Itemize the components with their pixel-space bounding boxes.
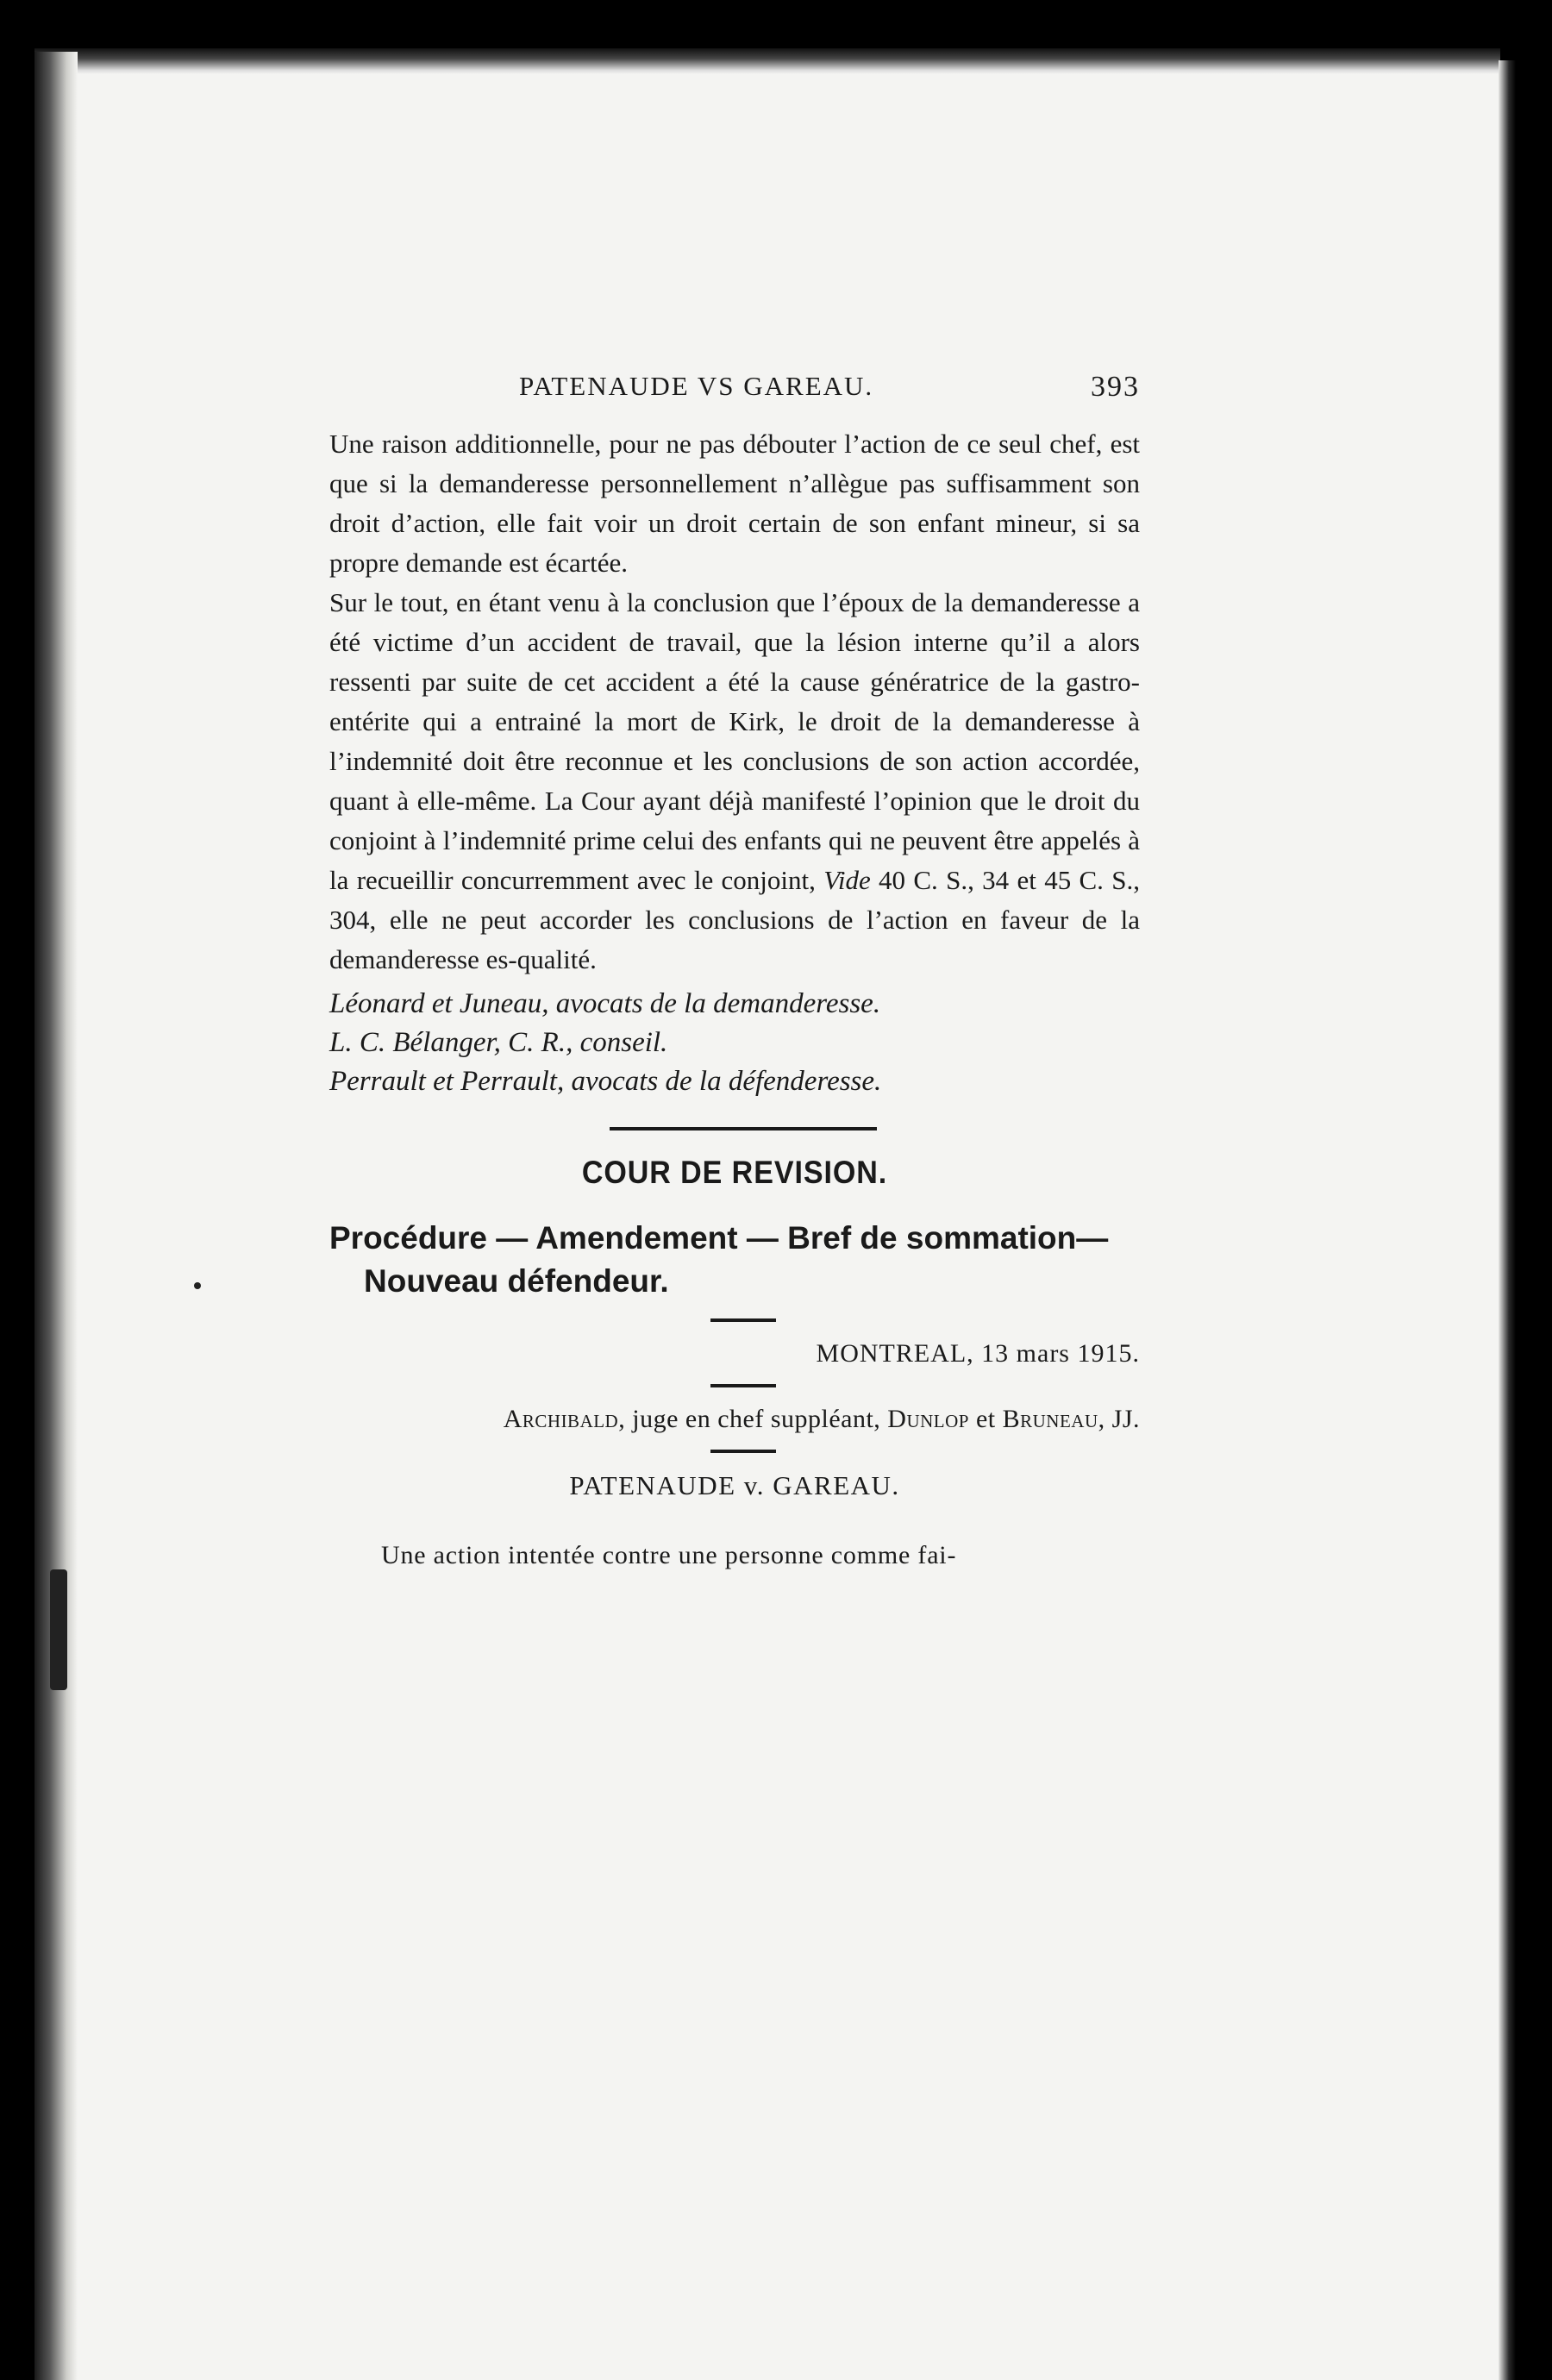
case-parties: PATENAUDE v. GAREAU. xyxy=(569,1470,900,1500)
case-summary: Une action intentée contre une personne comme fai- xyxy=(381,1541,957,1569)
judge-name: Dunlop xyxy=(887,1405,969,1433)
page-number: 393 xyxy=(1091,371,1140,403)
judges-text: , juge en chef suppléant, xyxy=(618,1405,888,1433)
judges-line xyxy=(329,1405,1140,1434)
case-date: MONTREAL, 13 mars 1915. xyxy=(816,1339,1140,1368)
page-right-edge xyxy=(1499,60,1516,2380)
vide-citation: Vide xyxy=(823,865,871,895)
page-binding-edge xyxy=(34,52,78,2380)
short-divider xyxy=(710,1318,776,1322)
running-title: PATENAUDE VS GAREAU. xyxy=(519,371,874,401)
running-header xyxy=(329,371,1140,414)
judges-text: , JJ. xyxy=(1098,1405,1140,1433)
counsel-adviser: L. C. Bélanger, C. R., conseil. xyxy=(329,1027,668,1058)
judge-name: Archibald xyxy=(503,1405,619,1433)
section-divider xyxy=(610,1127,877,1130)
paragraph xyxy=(329,583,1140,980)
short-divider xyxy=(710,1450,776,1453)
paragraph-2-text: Sur le tout, en étant venu à la conclusion que l’époux de la demanderesse a été victime d’un accident de travail, que la lésion interne qu’il a alors ressenti par suite de cet accident a été la cause génératrice de la gastro-entérite qui a entrainé la mort de Kirk, le droit de la demanderesse à l’indemnité doit être reconnue et les conclusions de son action accordée, quant à elle-même. La Cour ayant déjà manifesté l’opinion que le droit du conjoint à l’indemnité prime celui des enfants qui ne peuvent être appelés à la recueillir concurremment avec le conjoint, xyxy=(329,587,1140,895)
page-text xyxy=(329,371,1140,1575)
headnote-line-2: Nouveau défendeur. xyxy=(364,1263,669,1299)
headnote-line-1: Procédure — Amendement — Bref de sommation— xyxy=(329,1220,1109,1256)
short-divider xyxy=(710,1384,776,1387)
judges-text: et xyxy=(968,1405,1003,1433)
judge-name: Bruneau xyxy=(1002,1405,1098,1433)
counsel-list xyxy=(329,985,1140,1101)
counsel-defendant: Perrault et Perrault, avocats de la défenderesse. xyxy=(329,1066,882,1097)
counsel-plaintiff: Léonard et Juneau, avocats de la demanderesse. xyxy=(329,988,881,1019)
page-top-edge xyxy=(34,48,1500,74)
paragraph-1-text: Une raison additionnelle, pour ne pas débouter l’action de ce seul chef, est que si la demanderesse personnellement n’allègue pas suffisamment son droit d’action, elle fait voir un droit certain de son enfant mineur, si sa propre demande est écartée. xyxy=(329,429,1140,578)
headnote xyxy=(329,1217,1140,1303)
paragraph xyxy=(329,424,1140,583)
binding-mark xyxy=(50,1569,67,1690)
paragraph-2-text-cont: 40 C. S., 34 et 45 C. S., 304, elle ne peut accorder les conclusions de l’action en faveur de la demanderesse es-qualité. xyxy=(329,865,1140,974)
court-heading: COUR DE REVISION. xyxy=(581,1155,888,1190)
ink-speck xyxy=(194,1282,201,1289)
